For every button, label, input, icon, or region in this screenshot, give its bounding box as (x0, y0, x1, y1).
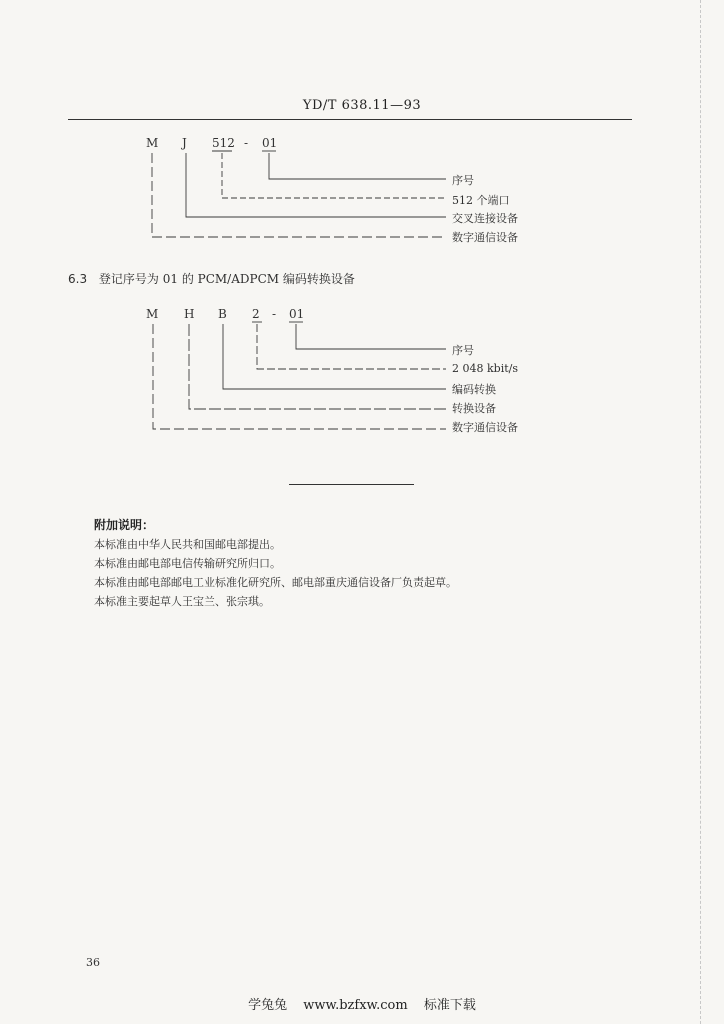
footer-tagline: 标准下载 (423, 998, 476, 1013)
page-number: 36 (86, 956, 100, 969)
note-line-2: 本标准由邮电部电信传输研究所归口。 (94, 557, 281, 570)
code2-segment-01: 01 (289, 307, 305, 321)
label2-serial: 序号 (452, 344, 474, 357)
footer-site-name: 学兔兔 (248, 998, 288, 1013)
label-serial: 序号 (452, 174, 474, 187)
code-segment-512: 512 (212, 136, 235, 150)
code-segment-j: J (182, 136, 187, 150)
note-line-1: 本标准由中华人民共和国邮电部提出。 (94, 538, 281, 551)
label-512-ports: 512 个端口 (452, 194, 510, 207)
label2-transcoding: 编码转换 (452, 383, 496, 396)
notes-title: 附加说明： (94, 518, 155, 532)
section-title: 登记序号为 01 的 PCM/ADPCM 编码转换设备 (98, 272, 355, 286)
code2-segment-dash: - (272, 307, 277, 321)
label-digital-comm: 数字通信设备 (452, 231, 518, 244)
note-line-4: 本标准主要起草人王宝兰、张宗琪。 (94, 595, 270, 608)
bracket2-m (153, 324, 446, 429)
footer (0, 994, 724, 1013)
bracket-j (186, 153, 446, 217)
bracket2-h (189, 324, 446, 409)
label2-digital-comm: 数字通信设备 (452, 421, 518, 434)
code-segment-01: 01 (262, 136, 278, 150)
footer-url[interactable]: www.bzfxw.com (303, 998, 408, 1013)
label2-conversion-equipment: 转换设备 (452, 402, 496, 415)
bracket2-01 (296, 324, 446, 349)
bracket-m (152, 153, 446, 237)
page-header: YD/T 638.11—93 (302, 98, 422, 113)
section-separator (289, 484, 414, 485)
label-cross-connect: 交叉连接设备 (452, 212, 518, 225)
code-segment-m: M (146, 136, 159, 150)
code2-segment-b: B (218, 307, 227, 321)
code2-segment-m: M (146, 307, 159, 321)
code2-segment-h: H (184, 307, 195, 321)
bracket-01 (269, 153, 446, 179)
section-number: 6.3 (68, 272, 88, 286)
code2-segment-2: 2 (252, 307, 260, 321)
bracket2-2 (257, 324, 446, 369)
bracket-512 (222, 153, 446, 198)
bracket2-b (223, 324, 446, 389)
note-line-3: 本标准由邮电部邮电工业标准化研究所、邮电部重庆通信设备厂负责起草。 (94, 576, 457, 589)
code-segment-dash: - (244, 136, 249, 150)
label2-rate: 2 048 kbit/s (452, 362, 518, 375)
